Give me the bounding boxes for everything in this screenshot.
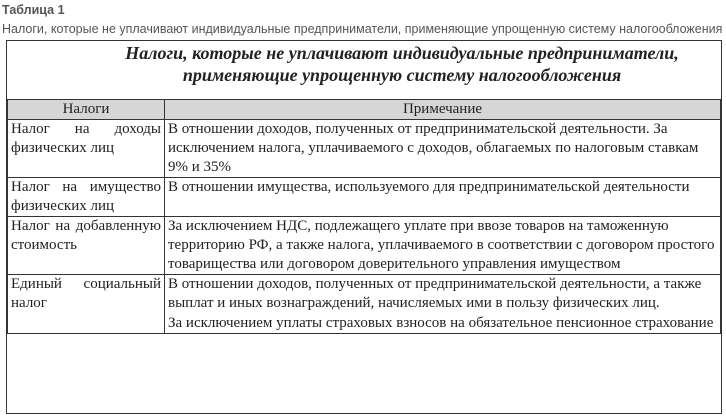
note-paragraph: За исключением уплаты страховых взносов на обязательное пенсионное страхование	[168, 315, 714, 331]
table-title-row	[8, 41, 721, 100]
tax-table-container	[6, 40, 722, 414]
tax-name-cell: Налог на доходы физических лиц	[8, 120, 165, 178]
note-paragraph: В отношении доходов, полученных от предпринимательской деятельности, а также выплат и иных вознаграждений, начисляемых ими в пользу физических лиц.	[168, 276, 702, 311]
table-row	[8, 178, 721, 217]
note-paragraph: За исключением НДС, подлежащего уплате при ввозе товаров на таможенную территорию РФ, а также налога, уплачиваемого в соответствии с договором простого товарищества или договором доверительного управления имуществом	[168, 218, 715, 272]
note-cell	[165, 275, 721, 334]
note-cell	[165, 178, 721, 217]
note-cell	[165, 217, 721, 275]
note-paragraph: В отношении доходов, полученных от предпринимательской деятельности. За исключением налога, уплачиваемого с доходов, облагаемых по налоговым ставкам 9% и 35%	[168, 121, 699, 175]
table-row	[8, 217, 721, 275]
table-header-row	[8, 100, 721, 120]
table-title: Налоги, которые не уплачивают индивидуальные предприниматели, применяющие упрощенную систему налогообложения	[8, 41, 721, 100]
tax-table	[7, 41, 721, 334]
table-row	[8, 275, 721, 334]
header-note: Примечание	[165, 100, 721, 120]
tax-name-cell: Единый социальный налог	[8, 275, 165, 334]
note-cell	[165, 120, 721, 178]
table-caption-label: Таблица 1	[2, 3, 65, 17]
table-caption-text: Налоги, которые не уплачивают индивидуальные предприниматели, применяющие упрощенную систему налогообложения	[2, 22, 723, 36]
tax-name-cell: Налог на добавленную стоимость	[8, 217, 165, 275]
table-row	[8, 120, 721, 178]
header-taxes: Налоги	[8, 100, 165, 120]
tax-name-cell: Налог на имущество физических лиц	[8, 178, 165, 217]
note-paragraph: В отношении имущества, используемого для предпринимательской деятельности	[168, 179, 690, 195]
